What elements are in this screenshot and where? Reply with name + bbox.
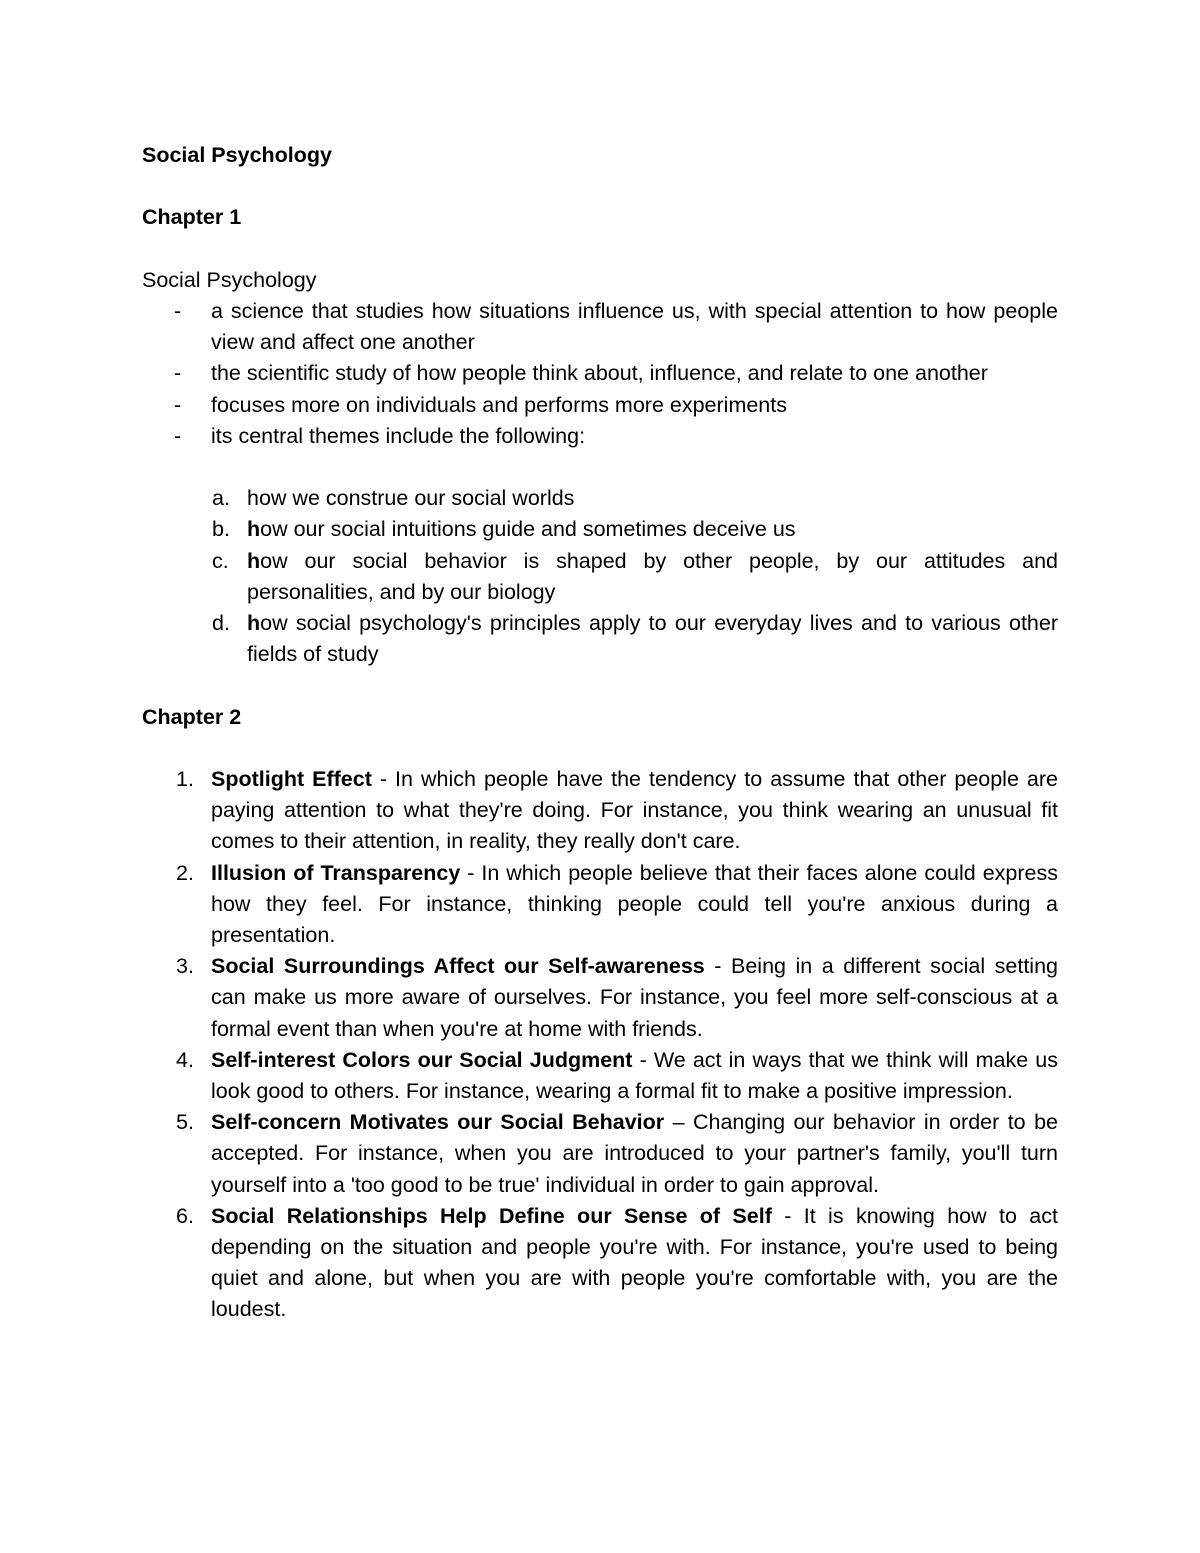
list-marker: b. [212, 517, 230, 542]
theme-item [142, 608, 1058, 670]
concept-text: In which people believe that their faces alone could express how they feel. For instance, thinking people could tell you're anxious during a presentation. [211, 860, 1058, 947]
concept-item [142, 1107, 1058, 1201]
definition-item [142, 390, 1058, 421]
definition-text: the scientific study of how people think about, influence, and relate to one another [211, 361, 988, 386]
concept-term: Social Surroundings Affect our Self-awareness [211, 954, 705, 979]
theme-text: ow we construe our social worlds [258, 486, 575, 511]
concept-term: Spotlight Effect [211, 766, 372, 791]
concept-separator: – [664, 1110, 693, 1135]
list-marker: 3. [176, 954, 194, 979]
concept-separator: - [460, 860, 482, 885]
chapter-1-term: Social Psychology [142, 267, 317, 292]
concept-term: Social Relationships Help Define our Sense of Self [211, 1203, 772, 1228]
theme-first-letter: h [247, 611, 261, 635]
list-marker: a. [212, 486, 230, 511]
concept-item [142, 764, 1058, 858]
concept-term: Self-interest Colors our Social Judgment [211, 1047, 633, 1072]
dash-marker: - [174, 423, 182, 448]
concept-item [142, 1045, 1058, 1107]
document-title: Social Psychology [142, 143, 332, 167]
theme-text: ow our social behavior is shaped by other people, by our attitudes and personalities, and by our biology [247, 548, 1058, 604]
concept-text: In which people have the tendency to assume that other people are paying attention to what they're doing. For instance, you think wearing an unusual fit comes to their attention, in reality, they really don't care. [211, 766, 1058, 854]
concept-term: Illusion of Transparency [211, 860, 461, 885]
dash-marker: - [174, 361, 182, 386]
list-marker: c. [212, 548, 229, 573]
concept-text: We act in ways that we think will make us look good to others. For instance, wearing a formal fit to make a positive impression. [211, 1047, 1059, 1104]
dash-marker: - [174, 298, 182, 323]
concept-item [142, 1201, 1058, 1326]
chapter-1-heading: Chapter 1 [142, 205, 242, 230]
theme-item [142, 483, 1058, 514]
concept-separator: - [371, 766, 396, 791]
theme-item [142, 514, 1058, 545]
theme-text: ow our social intuitions guide and sometimes deceive us [260, 517, 796, 542]
document-page [142, 140, 1058, 1326]
concept-separator: - [632, 1047, 654, 1072]
list-marker: 6. [176, 1203, 194, 1228]
definition-text: a science that studies how situations influence us, with special attention to how people view and affect one another [211, 298, 1058, 355]
list-marker: 1. [176, 766, 194, 791]
chapter-2-heading: Chapter 2 [142, 704, 242, 729]
concept-text: It is knowing how to act depending on the situation and people you're with. For instance, you're used to being quiet and alone, but when you are with people you're comfortable with, you are the loudest. [211, 1203, 1058, 1322]
concept-term: Self-concern Motivates our Social Behavior [211, 1110, 665, 1135]
list-marker: 4. [176, 1047, 194, 1072]
list-marker: d. [212, 611, 230, 635]
theme-first-letter: h [247, 548, 261, 573]
spacer [142, 452, 1058, 483]
concept-item [142, 858, 1058, 952]
themes-list [142, 483, 1058, 670]
spacer [142, 733, 1058, 764]
spacer [142, 171, 1058, 202]
theme-first-letter: h [247, 486, 259, 511]
concepts-list [142, 764, 1058, 1326]
concept-separator: - [704, 954, 731, 979]
dash-marker: - [174, 392, 182, 417]
concept-separator: - [771, 1203, 804, 1228]
concept-text: Being in a different social setting can make us more aware of ourselves. For instance, you feel more self-conscious at a formal event than when you're at home with friends. [211, 954, 1058, 1041]
spacer [142, 670, 1058, 701]
theme-item [142, 546, 1058, 608]
definition-item [142, 421, 1058, 452]
concept-text: Changing our behavior in order to be accepted. For instance, when you are introduced to your partner's family, you'll turn yourself into a 'too good to be true' individual in order to gain approval. [211, 1110, 1058, 1197]
concept-item [142, 951, 1058, 1045]
list-marker: 5. [176, 1110, 194, 1135]
spacer [142, 234, 1058, 265]
definition-list [142, 296, 1058, 452]
theme-text: ow social psychology's principles apply to our everyday lives and to various other fields of study [247, 611, 1058, 667]
definition-text: its central themes include the following: [211, 423, 586, 448]
list-marker: 2. [176, 860, 194, 885]
theme-first-letter: h [247, 517, 261, 542]
definition-text: focuses more on individuals and performs more experiments [211, 392, 787, 417]
definition-item [142, 296, 1058, 358]
definition-item [142, 358, 1058, 389]
